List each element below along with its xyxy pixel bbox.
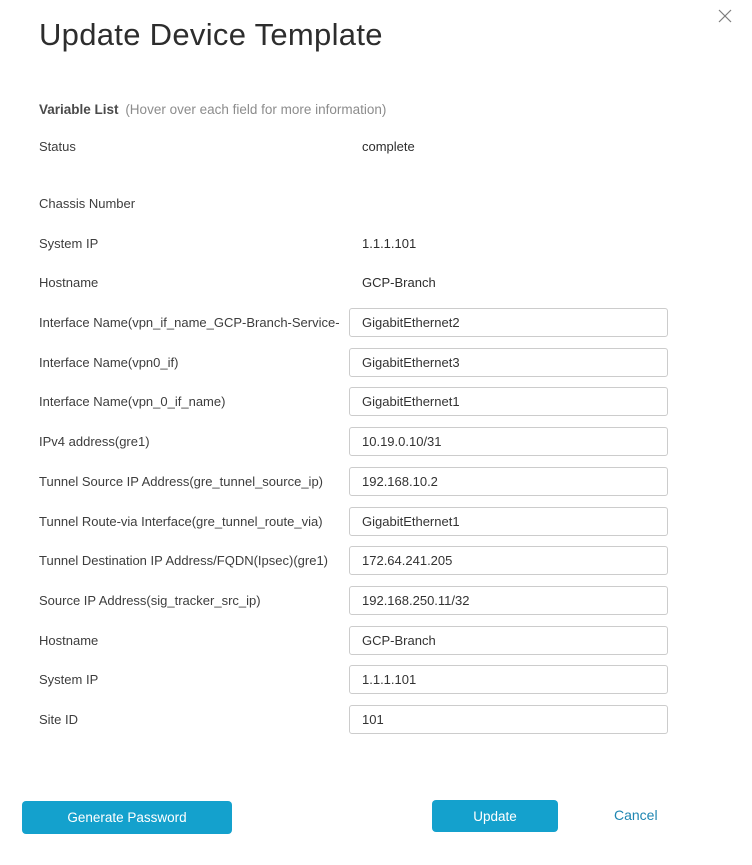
variable-row: [0, 342, 752, 382]
generate-password-button[interactable]: Generate Password: [22, 801, 232, 834]
field-label: System IP: [39, 235, 99, 251]
field-label: Interface Name(vpn0_if): [39, 354, 179, 370]
field-input[interactable]: [349, 586, 668, 615]
variable-row: [0, 184, 752, 224]
field-label: Chassis Number: [39, 196, 136, 212]
variable-row: [0, 462, 752, 502]
variable-row: [0, 660, 752, 700]
variable-row: [0, 303, 752, 343]
field-label: Status: [39, 139, 76, 155]
field-input[interactable]: [349, 507, 668, 536]
field-label: Hostname: [39, 275, 99, 291]
variable-list-heading: [39, 102, 386, 117]
field-label: Hostname: [39, 632, 99, 648]
variable-row: [0, 127, 752, 167]
field-label: Interface Name(vpn_0_if_name): [39, 394, 226, 410]
variable-list-label: Variable List: [39, 102, 119, 117]
field-label: Tunnel Source IP Address(gre_tunnel_source_ip): [39, 473, 324, 489]
variable-list-hint: (Hover over each field for more information): [125, 102, 387, 117]
field-value: 1.1.1.101: [362, 235, 417, 251]
field-input[interactable]: [349, 705, 668, 734]
field-input[interactable]: [349, 427, 668, 456]
field-input[interactable]: [349, 546, 668, 575]
field-label: Tunnel Route-via Interface(gre_tunnel_route_via): [39, 513, 323, 529]
field-label: Source IP Address(sig_tracker_src_ip): [39, 592, 261, 608]
variable-row: [0, 700, 752, 740]
field-label: System IP: [39, 672, 99, 688]
field-label: Site ID: [39, 711, 79, 727]
field-input[interactable]: [349, 348, 668, 377]
field-label: Interface Name(vpn_if_name_GCP-Branch-Service-: [39, 315, 340, 331]
variable-row: [0, 422, 752, 462]
variable-row: [0, 620, 752, 660]
field-input[interactable]: [349, 467, 668, 496]
variable-row: [0, 581, 752, 621]
variable-row: [0, 223, 752, 263]
field-input[interactable]: [349, 308, 668, 337]
variable-list: [0, 127, 752, 739]
field-value: GCP-Branch: [362, 275, 436, 291]
field-input[interactable]: [349, 387, 668, 416]
field-input[interactable]: [349, 665, 668, 694]
field-input[interactable]: [349, 626, 668, 655]
update-button[interactable]: Update: [432, 800, 558, 832]
page-title: Update Device Template: [39, 17, 383, 52]
variable-row: [0, 501, 752, 541]
variable-row: [0, 263, 752, 303]
cancel-link[interactable]: Cancel: [614, 807, 658, 823]
field-value: complete: [362, 139, 415, 155]
field-label: IPv4 address(gre1): [39, 434, 150, 450]
variable-row: [0, 382, 752, 422]
variable-row: [0, 541, 752, 581]
close-icon[interactable]: [713, 4, 737, 28]
field-label: Tunnel Destination IP Address/FQDN(Ipsec)(gre1): [39, 553, 329, 569]
